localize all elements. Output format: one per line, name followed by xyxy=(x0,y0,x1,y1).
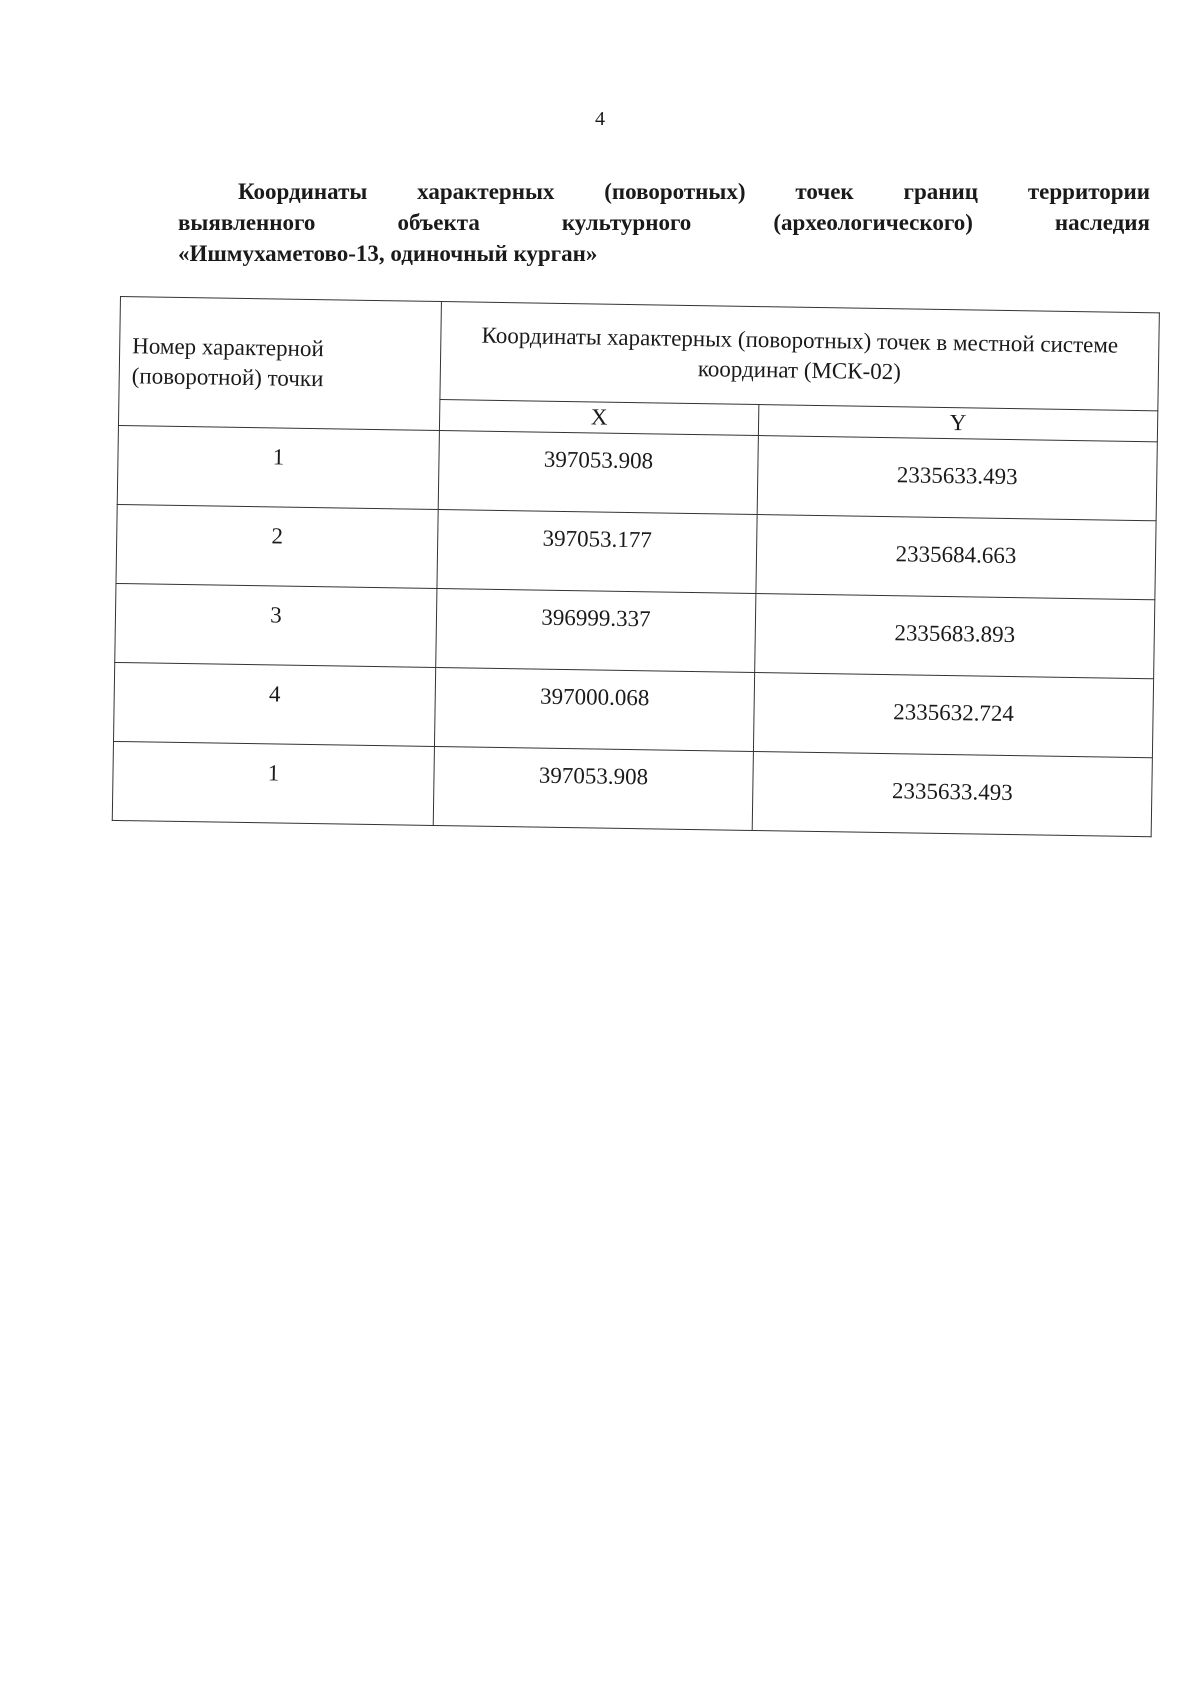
cell-point: 3 xyxy=(115,583,437,667)
cell-x: 397053.908 xyxy=(438,431,758,515)
coordinates-table-wrapper xyxy=(112,296,1160,837)
cell-point: 1 xyxy=(112,741,434,825)
cell-point: 2 xyxy=(116,504,438,588)
cell-y: 2335633.493 xyxy=(752,752,1152,837)
cell-y: 2335632.724 xyxy=(753,673,1153,758)
table-header-row xyxy=(119,297,1159,411)
cell-x: 396999.337 xyxy=(436,589,756,673)
table-row xyxy=(112,741,1152,836)
header-point-number: Номер характерной (поворотной) точки xyxy=(118,297,441,431)
title-line-3: «Ишмухаметово-13, одиночный курган» xyxy=(178,241,598,266)
cell-point: 4 xyxy=(114,662,436,746)
page-number: 4 xyxy=(595,108,605,130)
title-line-2: выявленного объекта культурного (археологического) наследия xyxy=(178,210,1150,235)
cell-x: 397053.908 xyxy=(433,746,753,830)
document-title xyxy=(178,176,1150,269)
cell-point: 1 xyxy=(117,425,439,509)
coordinates-table xyxy=(112,296,1160,837)
header-y: Y xyxy=(758,404,1157,442)
title-line-1: Координаты характерных (поворотных) точек границ территории xyxy=(238,179,1150,204)
header-x: X xyxy=(439,399,758,435)
cell-x: 397000.068 xyxy=(434,668,754,752)
cell-x: 397053.177 xyxy=(437,510,757,594)
header-coordinates: Координаты характерных (поворотных) точек в местной системе координат (МСК-02) xyxy=(440,302,1159,411)
cell-y: 2335684.663 xyxy=(756,515,1156,600)
cell-y: 2335683.893 xyxy=(755,594,1155,679)
cell-y: 2335633.493 xyxy=(757,436,1157,521)
